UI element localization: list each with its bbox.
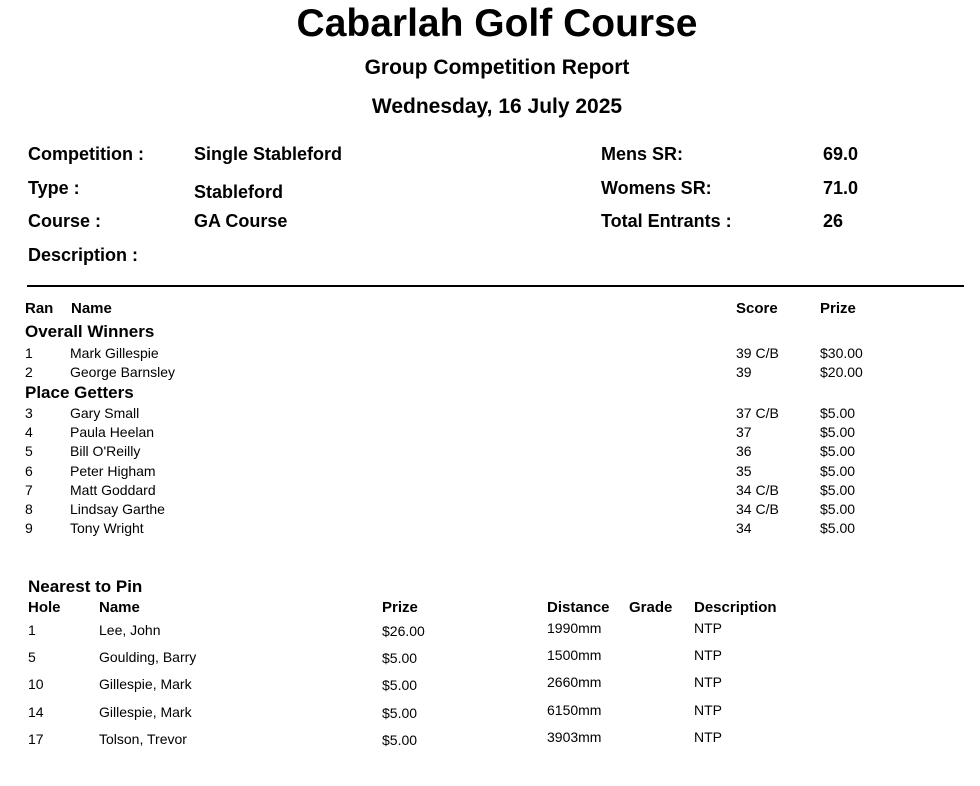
name-cell: Lindsay Garthe [70, 501, 165, 517]
rank-cell: 3 [25, 405, 33, 421]
score-cell: 34 [736, 520, 752, 537]
prize-cell: $5.00 [820, 501, 856, 517]
score-cell: 39 [736, 364, 752, 381]
ntp-col-prize-header: Prize [382, 599, 418, 616]
score-cell: 35 [736, 462, 752, 479]
rank-cell: 5 [25, 443, 33, 460]
ntp-distance-cell: 3903mm [547, 728, 602, 745]
rank-cell: 8 [25, 501, 33, 517]
ntp-distance-cell: 2660mm [547, 674, 602, 691]
ntp-hole-cell: 1 [28, 622, 36, 638]
score-cell: 37 [736, 424, 752, 441]
description-label: Description : [28, 245, 139, 265]
name-cell: Peter Higham [70, 462, 156, 479]
mens-sr-label: Mens SR: [601, 144, 684, 164]
ntp-name-cell: Gillespie, Mark [99, 703, 192, 720]
rank-cell: 1 [25, 345, 33, 361]
ntp-distance-cell: 6150mm [547, 701, 602, 718]
type-value: Stableford [194, 182, 284, 202]
report-date: Wednesday, 16 July 2025 [371, 95, 623, 118]
ntp-description-cell: NTP [694, 728, 722, 745]
ntp-hole-cell: 5 [28, 649, 36, 666]
womens-sr-label: Womens SR: [601, 178, 712, 198]
prize-cell: $30.00 [820, 345, 863, 361]
course-value: GA Course [194, 211, 288, 231]
score-cell: 37 C/B [736, 405, 779, 421]
rank-cell: 4 [25, 424, 33, 441]
ntp-prize-cell: $5.00 [382, 731, 418, 748]
score-cell: 39 C/B [736, 345, 779, 361]
name-cell: Matt Goddard [70, 481, 156, 498]
report-subtitle: Group Competition Report [364, 56, 630, 79]
ntp-prize-cell: $5.00 [382, 677, 418, 694]
prize-cell: $5.00 [820, 443, 856, 460]
ntp-name-cell: Gillespie, Mark [99, 676, 192, 693]
rank-cell: 9 [25, 520, 33, 537]
overall-winners-heading: Overall Winners [25, 322, 155, 341]
ntp-col-description-header: Description [694, 599, 777, 616]
ntp-description-cell: NTP [694, 701, 722, 718]
ntp-col-name-header: Name [99, 599, 140, 616]
entrants-label: Total Entrants : [601, 211, 732, 231]
ntp-col-distance-header: Distance [547, 599, 610, 616]
rank-cell: 7 [25, 481, 33, 498]
ntp-name-cell: Goulding, Barry [99, 649, 197, 666]
report-title: Cabarlah Golf Course [296, 2, 698, 45]
rank-cell: 6 [25, 462, 33, 479]
name-cell: Tony Wright [70, 520, 144, 537]
prize-cell: $5.00 [820, 405, 856, 421]
col-name-header: Name [71, 300, 112, 317]
ntp-prize-cell: $5.00 [382, 704, 418, 721]
ntp-description-cell: NTP [694, 647, 722, 664]
name-cell: George Barnsley [70, 364, 176, 381]
ntp-distance-cell: 1500mm [547, 647, 602, 664]
ntp-description-cell: NTP [694, 620, 722, 636]
ntp-name-cell: Lee, John [99, 622, 161, 638]
ntp-description-cell: NTP [694, 674, 722, 691]
womens-sr-value: 71.0 [823, 178, 859, 198]
prize-cell: $5.00 [820, 462, 856, 479]
ntp-name-cell: Tolson, Trevor [99, 730, 187, 747]
ntp-distance-cell: 1990mm [547, 620, 602, 636]
competition-value: Single Stableford [194, 144, 343, 164]
name-cell: Bill O'Reilly [70, 443, 141, 460]
type-label: Type : [28, 178, 80, 198]
divider [27, 285, 964, 287]
col-prize-header: Prize [820, 300, 856, 317]
ntp-hole-cell: 14 [28, 703, 44, 720]
competition-label: Competition : [28, 144, 144, 164]
ntp-col-grade-header: Grade [629, 599, 673, 616]
mens-sr-value: 69.0 [823, 144, 859, 164]
name-cell: Mark Gillespie [70, 345, 159, 361]
ntp-prize-cell: $5.00 [382, 650, 418, 667]
score-cell: 34 C/B [736, 501, 779, 517]
rank-cell: 2 [25, 364, 33, 381]
col-score-header: Score [736, 300, 778, 317]
ntp-hole-cell: 17 [28, 730, 44, 747]
entrants-value: 26 [823, 211, 844, 231]
ntp-hole-cell: 10 [28, 676, 44, 693]
place-getters-heading: Place Getters [25, 383, 134, 402]
prize-cell: $5.00 [820, 481, 856, 498]
name-cell: Gary Small [70, 405, 140, 421]
prize-cell: $20.00 [820, 364, 863, 381]
name-cell: Paula Heelan [70, 424, 155, 441]
score-cell: 36 [736, 443, 752, 460]
prize-cell: $5.00 [820, 520, 856, 537]
ntp-heading: Nearest to Pin [28, 577, 143, 596]
prize-cell: $5.00 [820, 424, 856, 441]
col-rank-header: Ran [25, 300, 54, 317]
ntp-prize-cell: $26.00 [382, 623, 425, 639]
ntp-col-hole-header: Hole [28, 599, 61, 616]
course-label: Course : [28, 211, 102, 231]
score-cell: 34 C/B [736, 481, 779, 498]
